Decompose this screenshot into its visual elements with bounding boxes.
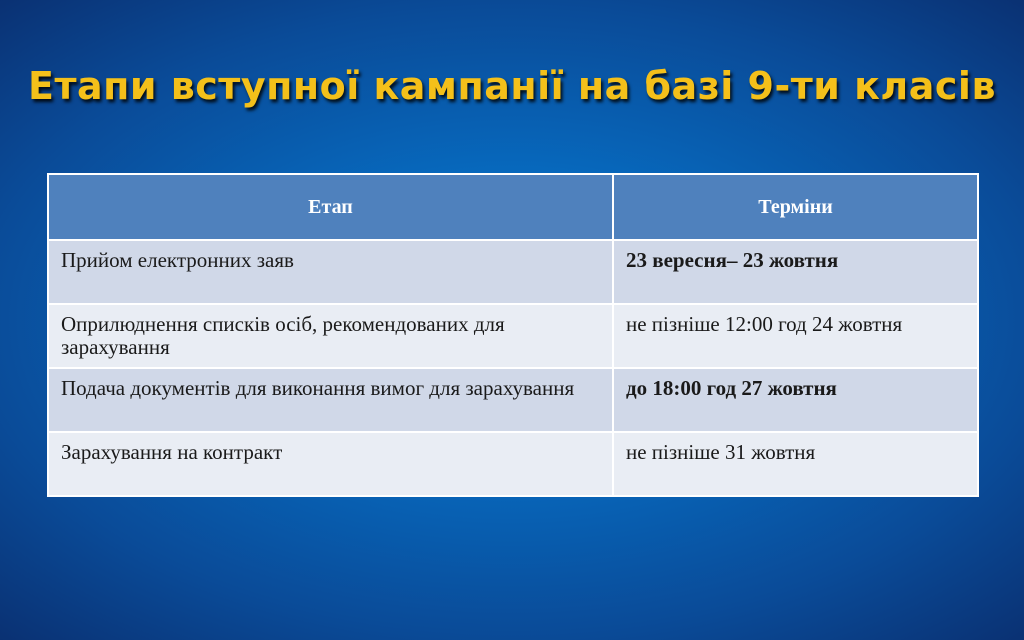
- term-cell: до 18:00 год 27 жовтня: [613, 368, 978, 432]
- column-header-stage: Етап: [48, 174, 613, 240]
- stage-cell: Оприлюднення списків осіб, рекомендованих для зарахування: [48, 304, 613, 368]
- table-row: [48, 304, 978, 368]
- term-cell: 23 вересня– 23 жовтня: [613, 240, 978, 304]
- schedule-table: [47, 173, 979, 497]
- term-cell: не пізніше 31 жовтня: [613, 432, 978, 496]
- table-row: [48, 240, 978, 304]
- table-row: [48, 368, 978, 432]
- slide-title: Етапи вступної кампанії на базі 9-ти класів: [28, 64, 996, 108]
- stage-cell: Зарахування на контракт: [48, 432, 613, 496]
- table-header-row: [48, 174, 978, 240]
- stage-cell: Прийом електронних заяв: [48, 240, 613, 304]
- term-cell: не пізніше 12:00 год 24 жовтня: [613, 304, 978, 368]
- table-row: [48, 432, 978, 496]
- column-header-terms: Терміни: [613, 174, 978, 240]
- stage-cell: Подача документів для виконання вимог для зарахування: [48, 368, 613, 432]
